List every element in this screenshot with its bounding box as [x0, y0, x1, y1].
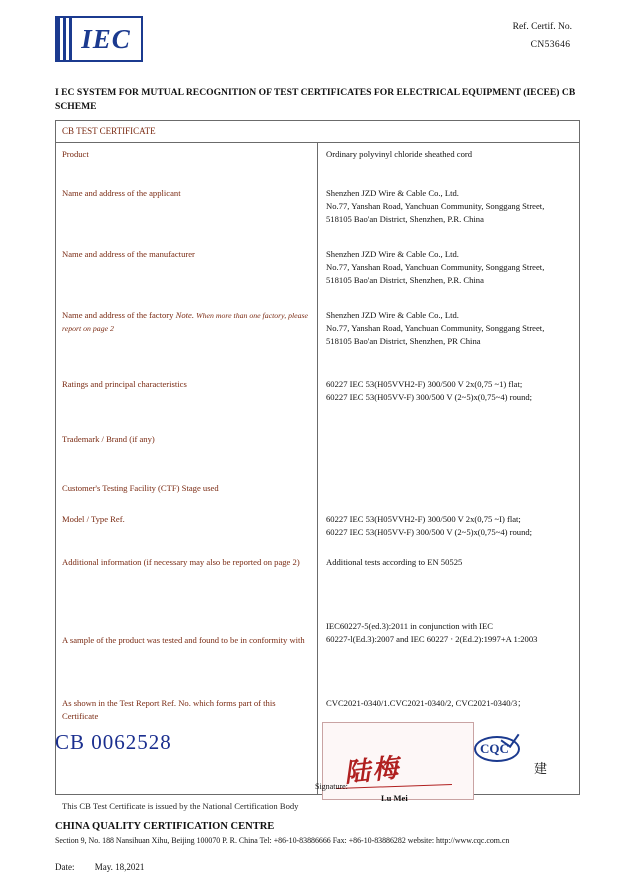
- row-value-product: [318, 143, 580, 183]
- cb-number-value: 0062528: [91, 730, 172, 754]
- table-row: [56, 428, 580, 477]
- row-value-manufacturer: [318, 243, 580, 304]
- factory-note-text: When more than one factory, please report on page 2: [62, 311, 309, 334]
- certification-body-name: CHINA QUALITY CERTIFICATION CENTRE: [55, 821, 275, 833]
- row-label-trademark: Trademark / Brand (if any): [56, 428, 318, 477]
- value-line: 60227 IEC 53(H05VV-F) 300/500 V (2~5)x(0,75~4) round;: [326, 392, 533, 403]
- row-value-applicant: [318, 182, 580, 243]
- value-line: 60227-l(Ed.3):2007 and IEC 60227 ‧ 2(Ed.2):1997+A 1:2003: [326, 634, 538, 645]
- value-line: No.77, Yanshan Road, Yanchuan Community, Songgang Street,: [326, 201, 545, 212]
- table-row: [56, 182, 580, 243]
- date-label: Date:: [55, 862, 75, 873]
- factory-note-lead: Note.: [175, 310, 194, 321]
- table-title: CB TEST CERTIFICATE: [56, 120, 580, 143]
- issued-by-line: This CB Test Certificate is issued by the National Certification Body: [62, 801, 299, 812]
- scheme-title: I EC SYSTEM FOR MUTUAL RECOGNITION OF TEST CERTIFICATES FOR ELECTRICAL EQUIPMENT (IECEE) CB SCHEME: [55, 87, 576, 112]
- signatory-name: Lu Mei: [381, 793, 408, 803]
- row-value-trademark: [318, 428, 580, 477]
- row-label-test-report: As shown in the Test Report Ref. No. which forms part of this Certificate: [56, 692, 318, 747]
- row-value-factory: [318, 304, 580, 373]
- cb-label: CB: [55, 730, 86, 754]
- cqc-logo-text: CQC: [480, 741, 509, 756]
- value-line: 60227 IEC 53(H05VV-F) 300/500 V (2~5)x(0,75~4) round;: [326, 527, 533, 538]
- row-label-factory: [56, 304, 318, 373]
- row-label-additional-info: Additional information (if necessary may also be reported on page 2): [56, 551, 318, 604]
- cqc-logo: [474, 728, 522, 768]
- row-value-ctf-stage: [318, 477, 580, 508]
- table-row: [56, 243, 580, 304]
- table-row: [56, 373, 580, 428]
- table-row: [56, 304, 580, 373]
- value-line: No.77, Yanshan Road, Yanchuan Community, Songgang Street,: [326, 262, 545, 273]
- table-title-row: [56, 120, 580, 143]
- table-row: [56, 604, 580, 692]
- document-header: [55, 14, 580, 82]
- row-label-model-type: Model / Type Ref.: [56, 508, 318, 551]
- table-row: [56, 551, 580, 604]
- certification-body-address: Section 9, No. 188 Nansihuan Xihu, Beijing 100070 P. R. China Tel: +86-10-83886666 Fax: +86-10-83886282 website: http://www.cqc.com.cn: [55, 836, 510, 846]
- row-label-manufacturer: Name and address of the manufacturer: [56, 243, 318, 304]
- row-label-product: Product: [56, 143, 318, 183]
- certificate-page: [0, 14, 620, 892]
- table-row: [56, 143, 580, 183]
- certificate-reference: [513, 18, 572, 54]
- factory-label: Name and address of the factory: [62, 310, 174, 321]
- row-label-ratings: Ratings and principal characteristics: [56, 373, 318, 428]
- value-line: IEC60227-5(ed.3):2011 in conjunction with IEC: [326, 621, 493, 632]
- value-line: 60227 IEC 53(H05VVH2-F) 300/500 V 2x(0,75 ~I) flat;: [326, 514, 521, 525]
- row-value-model-type: [318, 508, 580, 551]
- chinese-seal-mark: 建: [534, 762, 548, 777]
- row-value-ratings: [318, 373, 580, 428]
- value-line: Shenzhen JZD Wire & Cable Co., Ltd.: [326, 310, 459, 321]
- row-label-conformity: A sample of the product was tested and found to be in conformity with: [56, 604, 318, 692]
- row-value-conformity: [318, 604, 580, 692]
- certificate-table: [55, 120, 580, 796]
- cb-certificate-number: [55, 730, 172, 755]
- ref-number: CN53646: [530, 40, 571, 51]
- iec-logo-text: IEC: [81, 23, 131, 54]
- date-line: [55, 862, 580, 872]
- ref-label: Ref. Certif. No.: [512, 22, 572, 32]
- value-line: Shenzhen JZD Wire & Cable Co., Ltd.: [326, 188, 459, 199]
- value-line: Additional tests according to EN 50525: [326, 557, 463, 568]
- value-line: CVC2021-0340/1.CVC2021-0340/2, CVC2021-0340/3；: [326, 698, 526, 709]
- signature-handwriting: 陆梅: [342, 753, 402, 788]
- value-line: 60227 IEC 53(H05VVH2-F) 300/500 V 2x(0,75 ~1) flat;: [326, 379, 523, 390]
- row-label-ctf-stage: Customer's Testing Facility (CTF) Stage used: [56, 477, 318, 508]
- iec-logo: [55, 16, 143, 62]
- value-line: 518105 Bao'an District, Shenzhen, PR China: [326, 336, 481, 347]
- iec-logo-bars: [57, 18, 73, 60]
- value-line: 518105 Bao'an District, Shenzhen, P.R. China: [326, 214, 484, 225]
- signature-label: Signature:: [315, 782, 348, 791]
- row-value-additional-info: [318, 551, 580, 604]
- value-line: Ordinary polyvinyl chloride sheathed cord: [326, 149, 473, 160]
- table-row: [56, 508, 580, 551]
- date-value: May. 18,2021: [94, 862, 145, 873]
- value-line: No.77, Yanshan Road, Yanchuan Community, Songgang Street,: [326, 323, 545, 334]
- table-row: [56, 477, 580, 508]
- value-line: 518105 Bao'an District, Shenzhen, P.R. China: [326, 275, 484, 286]
- value-line: Shenzhen JZD Wire & Cable Co., Ltd.: [326, 249, 459, 260]
- row-label-applicant: Name and address of the applicant: [56, 182, 318, 243]
